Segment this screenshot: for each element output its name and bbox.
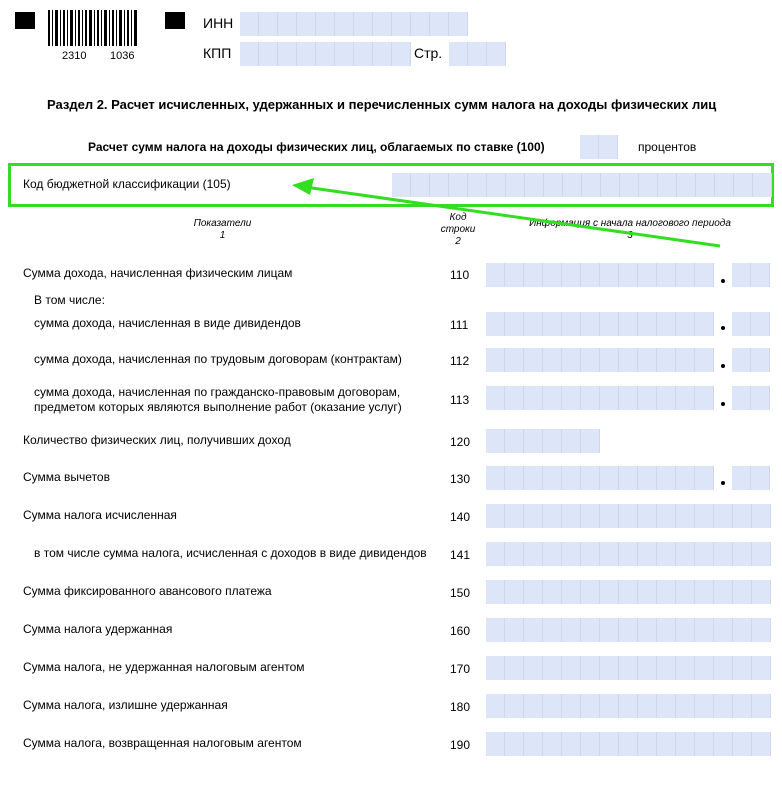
row-112-code: 112 bbox=[450, 354, 470, 368]
row-140-code: 140 bbox=[450, 510, 471, 524]
percent-label: процентов bbox=[638, 140, 697, 154]
row-110-field-int[interactable] bbox=[486, 263, 714, 287]
row-113-field-dec[interactable] bbox=[732, 386, 770, 410]
row-112-field-dec[interactable] bbox=[732, 348, 770, 372]
row-110-code: 110 bbox=[450, 268, 470, 282]
row-110-field-dec[interactable] bbox=[732, 263, 770, 287]
page-label: Стр. bbox=[414, 45, 443, 61]
kbk-label: Код бюджетной классификации (105) bbox=[23, 177, 231, 191]
row-150-label: Сумма фиксированного авансового платежа bbox=[23, 584, 272, 598]
row-113-decimal-dot bbox=[721, 402, 725, 406]
row-141-label: в том числе сумма налога, исчисленная с доходов в виде дивидендов bbox=[34, 546, 427, 560]
col3-number: 3 bbox=[627, 230, 633, 241]
row-160-code: 160 bbox=[450, 624, 471, 638]
col2-number: 2 bbox=[455, 236, 461, 247]
row-180-field[interactable] bbox=[486, 694, 771, 718]
col2-title-line1: Код bbox=[449, 212, 467, 223]
row-180-code: 180 bbox=[450, 700, 471, 714]
row-140-label: Сумма налога исчисленная bbox=[23, 508, 177, 522]
row-113-label-line2: предметом которых являются выполнение работ (оказание услуг) bbox=[34, 400, 402, 414]
row-112-decimal-dot bbox=[721, 364, 725, 368]
row-110-label: Сумма дохода, начисленная физическим лицам bbox=[23, 266, 293, 280]
row-150-field[interactable] bbox=[486, 580, 771, 604]
row-111-field-dec[interactable] bbox=[732, 312, 770, 336]
row-including-label: В том числе: bbox=[34, 293, 105, 307]
row-140-field[interactable] bbox=[486, 504, 771, 528]
row-141-field[interactable] bbox=[486, 542, 771, 566]
row-113-code: 113 bbox=[450, 393, 470, 407]
col1-title: Показатели bbox=[193, 218, 252, 229]
col3-title: Информация с начала налогового периода bbox=[529, 218, 731, 229]
row-120-field[interactable] bbox=[486, 429, 600, 453]
row-110-decimal-dot bbox=[721, 279, 725, 283]
row-160-field[interactable] bbox=[486, 618, 771, 642]
row-112-label: сумма дохода, начисленная по трудовым договорам (контрактам) bbox=[34, 352, 402, 366]
row-170-field[interactable] bbox=[486, 656, 771, 680]
row-190-label: Сумма налога, возвращенная налоговым агентом bbox=[23, 736, 302, 750]
row-111-decimal-dot bbox=[721, 326, 725, 330]
row-130-field-dec[interactable] bbox=[732, 466, 770, 490]
barcode-number-left: 2310 bbox=[62, 50, 87, 62]
row-113-label-line1: сумма дохода, начисленная по гражданско-правовым договорам, bbox=[34, 385, 401, 399]
row-170-code: 170 bbox=[450, 662, 471, 676]
row-111-field-int[interactable] bbox=[486, 312, 714, 336]
row-170-label: Сумма налога, не удержанная налоговым агентом bbox=[23, 660, 305, 674]
row-150-code: 150 bbox=[450, 586, 471, 600]
row-190-code: 190 bbox=[450, 738, 471, 752]
row-190-field[interactable] bbox=[486, 732, 771, 756]
row-111-label: сумма дохода, начисленная в виде дивидендов bbox=[34, 316, 301, 330]
section-title: Раздел 2. Расчет исчисленных, удержанных и перечисленных сумм налога на доходы физических лиц bbox=[47, 97, 717, 112]
row-112-field-int[interactable] bbox=[486, 348, 714, 372]
inn-label: ИНН bbox=[203, 15, 234, 31]
row-141-code: 141 bbox=[450, 548, 471, 562]
barcode-number-right: 1036 bbox=[110, 50, 135, 62]
row-120-code: 120 bbox=[450, 435, 471, 449]
row-180-label: Сумма налога, излишне удержанная bbox=[23, 698, 228, 712]
row-120-label: Количество физических лиц, получивших доход bbox=[23, 433, 291, 447]
row-130-code: 130 bbox=[450, 472, 471, 486]
col2-title-line2: строки bbox=[440, 224, 476, 235]
row-160-label: Сумма налога удержанная bbox=[23, 622, 173, 636]
row-111-code: 111 bbox=[450, 318, 469, 332]
row-130-label: Сумма вычетов bbox=[23, 470, 110, 484]
row-113-field-int[interactable] bbox=[486, 386, 714, 410]
row-130-decimal-dot bbox=[721, 481, 725, 485]
kpp-label: КПП bbox=[203, 45, 232, 61]
col1-number: 1 bbox=[219, 230, 226, 241]
row-130-field-int[interactable] bbox=[486, 466, 714, 490]
section-subtitle: Расчет сумм налога на доходы физических лиц, облагаемых по ставке (100) bbox=[88, 140, 545, 154]
